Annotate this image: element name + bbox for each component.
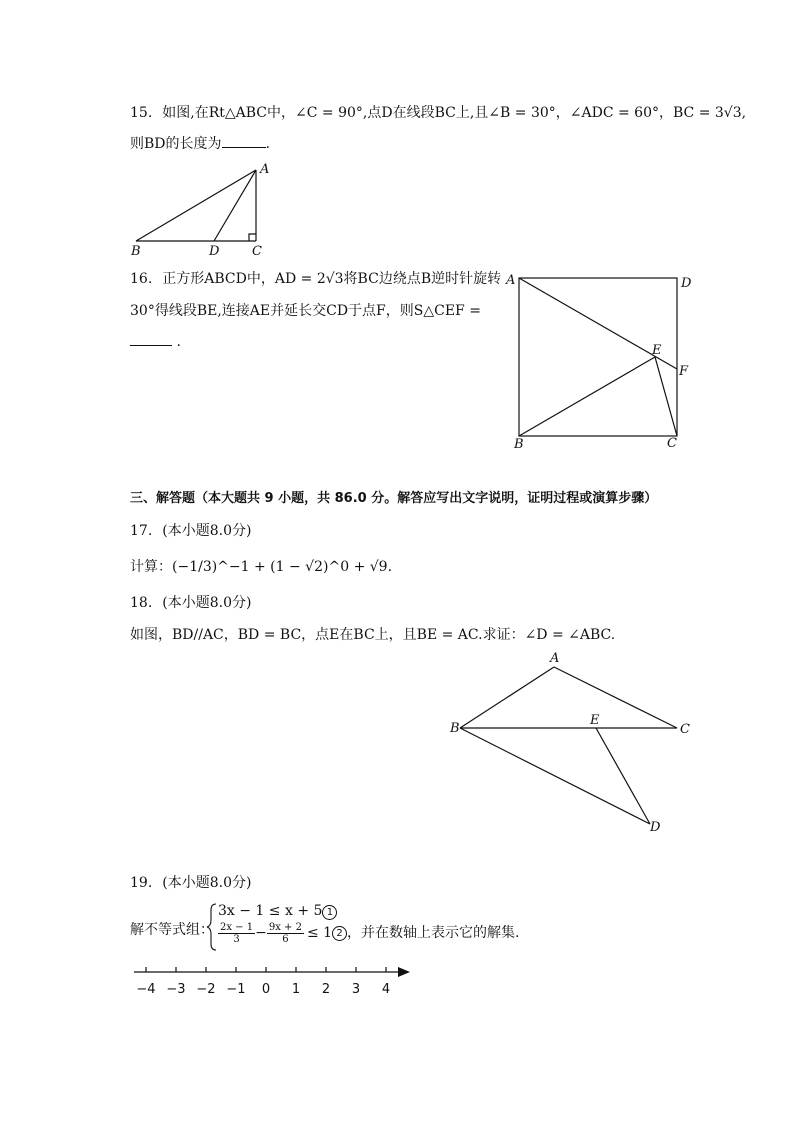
q18-text: 如图，BD//AC，BD = BC，点E在BC上，且BE = AC.求证：∠D = ∠ABC. [130,627,616,643]
q19-axis-tick-label: −2 [196,982,216,997]
q15-label-b: B [131,244,141,259]
q15-text-2: 则BD的长度为 [130,136,222,152]
q19-number: 19. [130,875,153,891]
q19-ineq1-text: 3x − 1 ≤ x + 5 [218,903,323,919]
q16-label-e: E [652,343,662,358]
q19-ineq2-rhs: ≤ 1 [306,925,333,941]
q16-label-a: A [506,273,516,288]
q15-text-1: 如图,在Rt△ABC中，∠C = 90°,点D在线段BC上,且∠B = 30°，∠ADC = 60°，BC = 3√3, [162,105,747,121]
q15-label-d: D [209,244,220,259]
q19-prefix: 解不等式组： [130,922,214,938]
q19-axis-tick-label: 4 [381,982,391,997]
q19-axis-tick-label: −1 [226,982,246,997]
q19-axis-tick-label: 3 [351,982,361,997]
q19-frac1-denominator: 3 [233,933,240,945]
q18-score: (本小题8.0分) [162,595,252,611]
q19-frac2-numerator: 9x + 2 [268,921,302,933]
q19-axis-tick-label: −4 [136,982,156,997]
q15-period: . [265,136,270,152]
q16-label-c: C [667,436,677,451]
q16-number: 16. [130,271,153,287]
q15-label-a: A [260,162,270,177]
q16-text-2: 30°得线段BE,连接AE并延长交CD于点F，则S△CEF = [130,303,481,319]
q18-label-b: B [450,721,460,736]
q19-ineq2-mark: 2 [332,926,347,941]
q17-score: (本小题8.0分) [162,523,252,539]
q19-axis-tick-label: 1 [291,982,301,997]
q16-period: . [176,334,181,350]
q19-frac2-denominator: 6 [282,933,289,945]
q16-label-d: D [681,276,692,291]
q15-label-c: C [252,244,262,259]
q16-text-1: 正方形ABCD中，AD = 2√3将BC边绕点B逆时针旋转 [162,271,502,287]
q18-label-c: C [680,722,690,737]
section3-title: 三、解答题（本大题共 9 小题，共 86.0 分。解答应写出文字说明，证明过程或演算步骤） [130,491,658,506]
q19-axis-tick-label: −3 [166,982,186,997]
q19-axis-tick-label: 2 [321,982,331,997]
q19-score: (本小题8.0分) [162,875,252,891]
q17-number: 17. [130,523,153,539]
q17-expression: (−1/3)^−1 + (1 − √2)^0 + √9. [172,559,393,575]
q17-prefix: 计算： [130,559,172,575]
q15-number: 15. [130,105,153,121]
q16-label-f: F [679,364,689,379]
q18-label-a: A [550,651,560,666]
q19-axis-tick-label: 0 [261,982,271,997]
q18-number: 18. [130,595,153,611]
q16-label-b: B [514,437,524,452]
q19-frac1-numerator: 2x − 1 [220,921,254,933]
q19-minus: − [255,925,267,941]
q19-axis-arrow [398,967,410,977]
q18-label-d: D [650,820,661,835]
q19-ineq1-mark: 1 [322,905,337,920]
q18-label-e: E [590,713,600,728]
q19-suffix: ，并在数轴上表示它的解集. [347,925,520,941]
